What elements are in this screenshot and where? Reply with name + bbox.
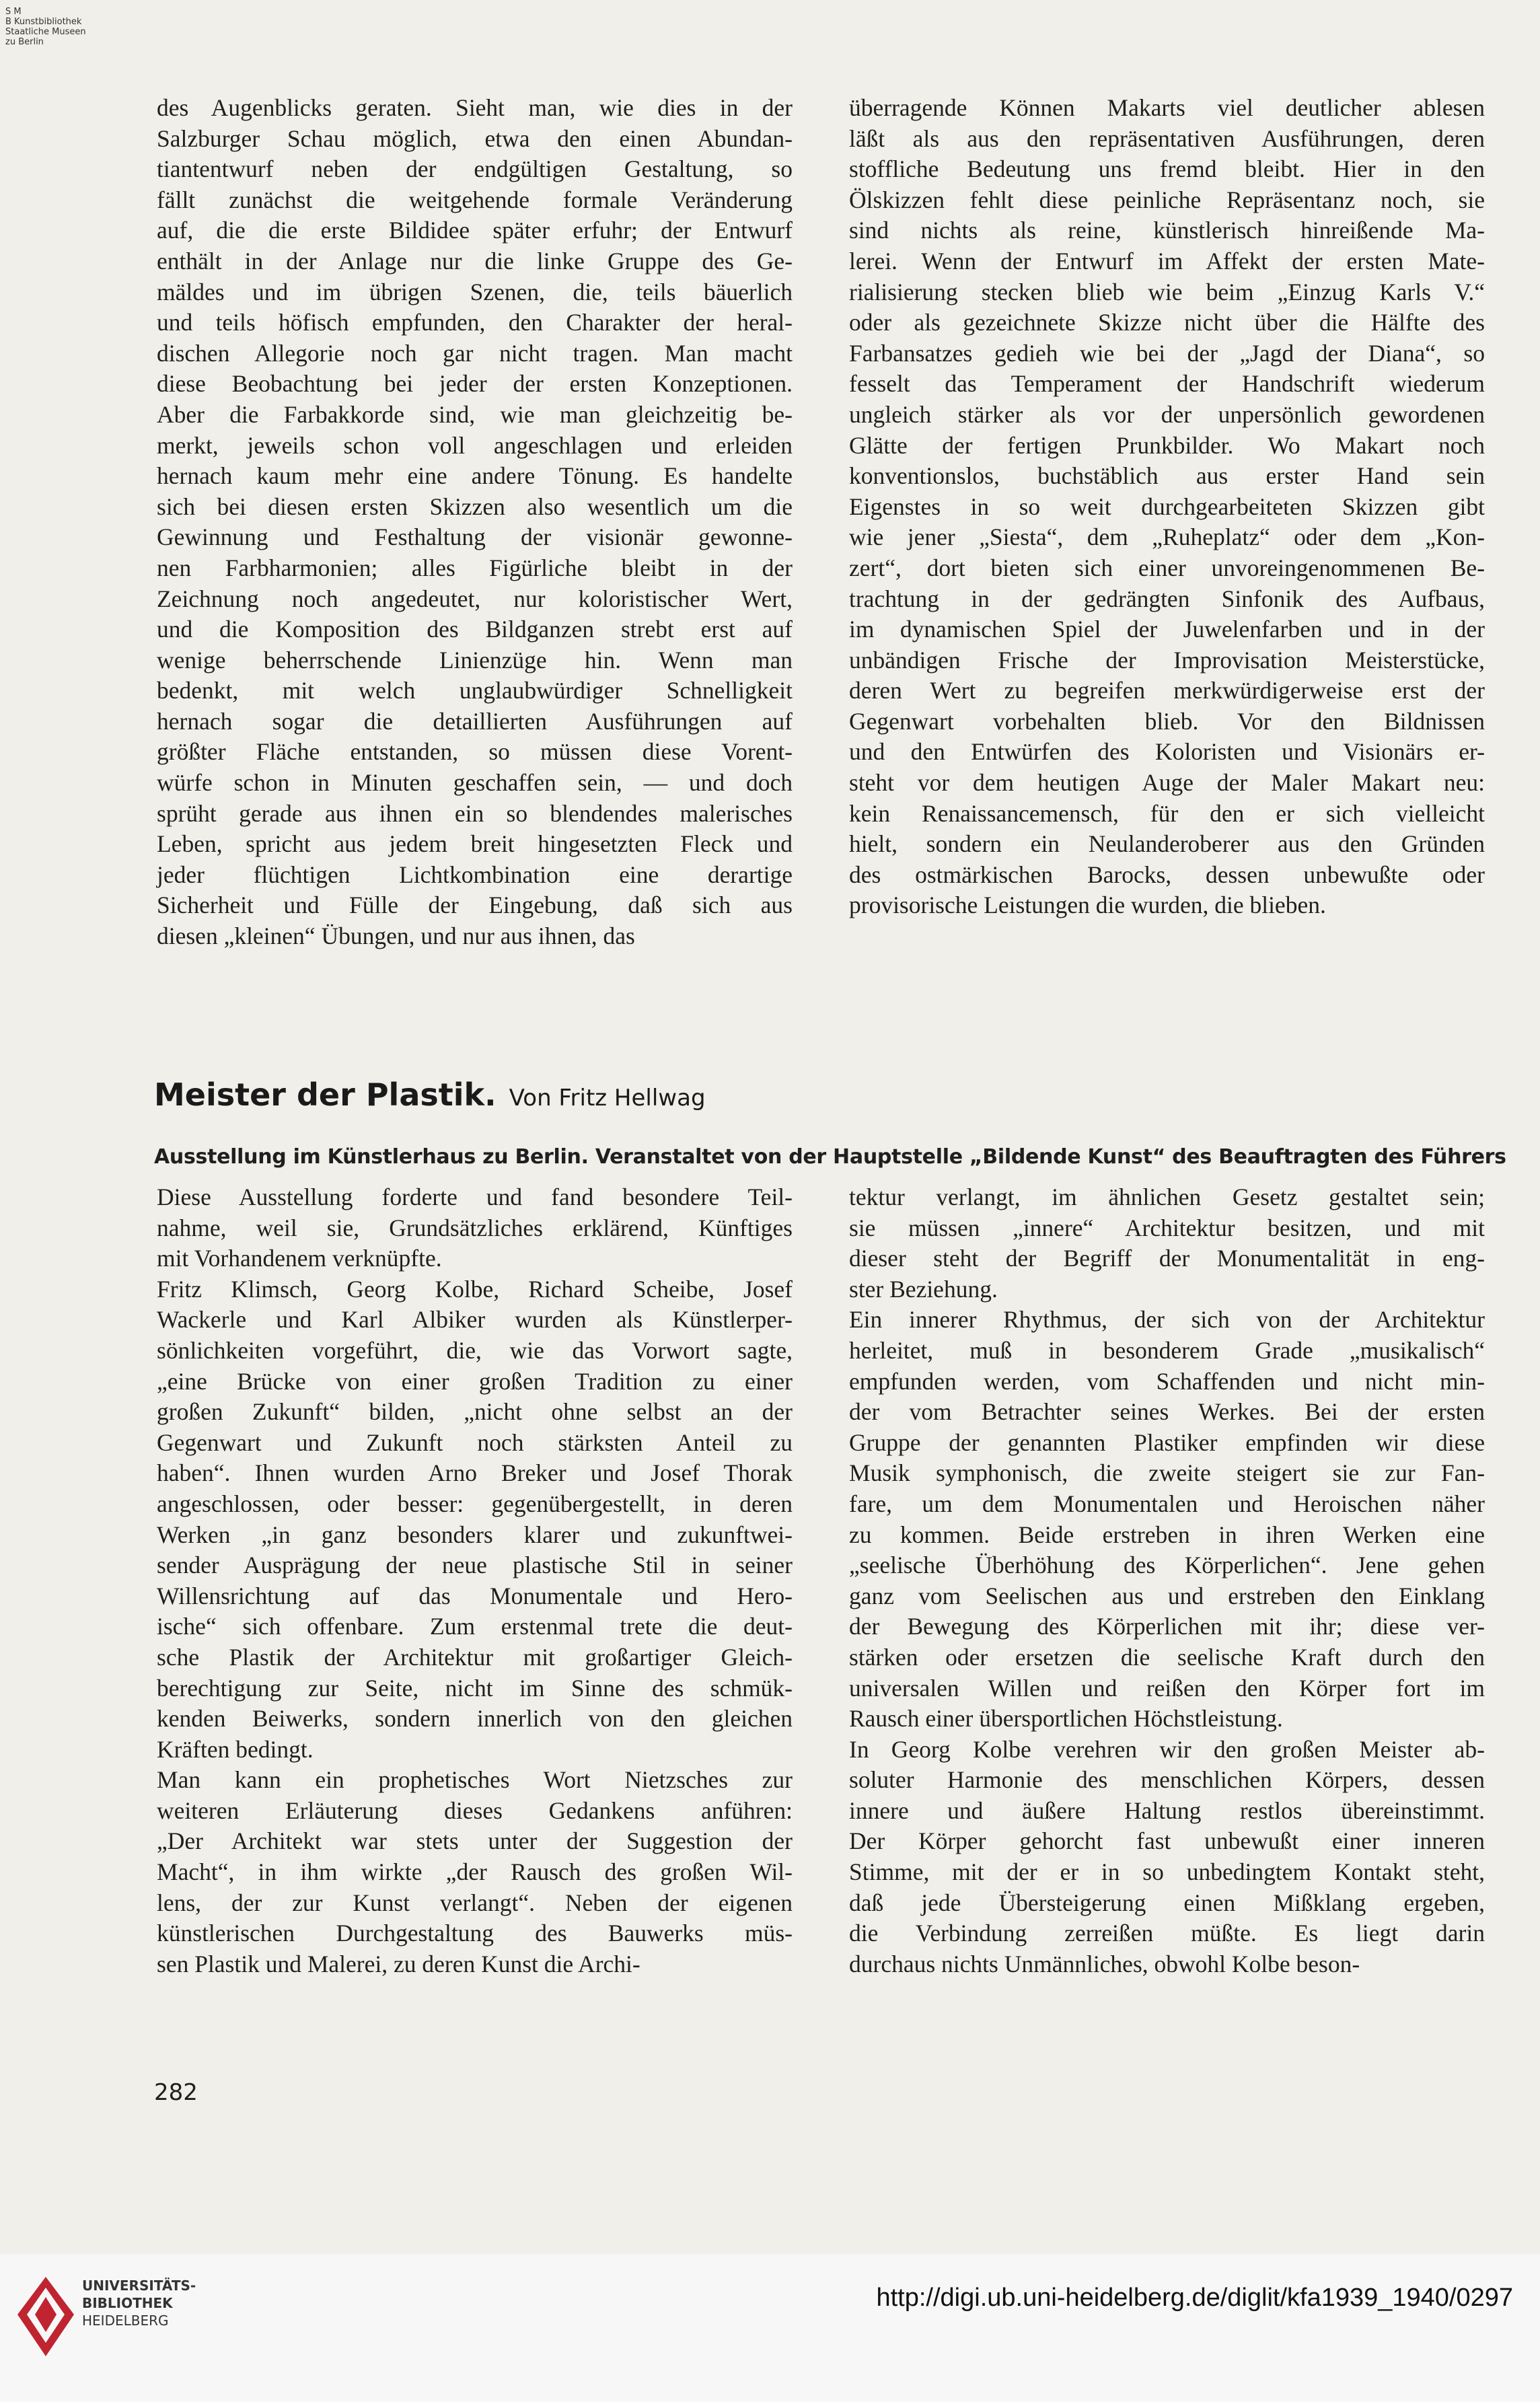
text-line: Ein innerer Rhythmus, der sich von der Architektur xyxy=(849,1306,1485,1334)
text-line: ische“ sich offenbare. Zum erstenmal trete die deut- xyxy=(157,1613,793,1640)
text-line: weiteren Erläuterung dieses Gedankens anführen: xyxy=(157,1796,793,1824)
prev-article-column-left xyxy=(157,93,793,952)
text-line: soluter Harmonie des menschlichen Körpers, dessen xyxy=(849,1766,1485,1794)
text-line: läßt als aus den repräsentativen Ausführungen, deren xyxy=(849,124,1485,152)
stamp-line: S M xyxy=(5,7,22,17)
paragraph xyxy=(849,93,1485,921)
library-name-line: HEIDELBERG xyxy=(82,2313,169,2329)
text-line: künstlerischen Durchgestaltung des Bauwerks müs- xyxy=(157,1920,793,1947)
text-line: ganz vom Seelischen aus und erstreben den Einklang xyxy=(849,1582,1485,1609)
text-line: Leben, spricht aus jedem breit hingesetzten Fleck und xyxy=(157,830,793,858)
text-line: bedenkt, mit welch unglaubwürdiger Schnelligkeit xyxy=(157,677,793,704)
text-line: Werken „in ganz besonders klarer und zukunftwei- xyxy=(157,1521,793,1548)
text-line: universalen Willen und reißen den Körper fort im xyxy=(849,1674,1485,1702)
library-name xyxy=(82,2277,196,2329)
text-line: deren Wert zu begreifen merkwürdigerweise erst der xyxy=(849,677,1485,704)
text-line: die Verbindung zerreißen müßte. Es liegt darin xyxy=(849,1920,1485,1947)
page-number: 282 xyxy=(154,2079,198,2106)
prev-article-column-right xyxy=(849,93,1485,921)
text-line: zert“, dort bieten sich einer unvoreingenommenen Be- xyxy=(849,554,1485,581)
text-line: mit Vorhandenem verknüpfte. xyxy=(157,1245,442,1272)
text-line: Aber die Farbakkorde sind, wie man gleichzeitig be- xyxy=(157,400,793,428)
text-line: stärken oder ersetzen die seelische Kraft durch den xyxy=(849,1643,1485,1671)
university-seal-icon xyxy=(12,2273,79,2360)
text-line: „eine Brücke von einer großen Tradition zu einer xyxy=(157,1367,793,1395)
text-line: Eigenstes in so weit durchgearbeiteten Skizzen gibt xyxy=(849,493,1485,520)
text-line: größter Fläche entstanden, so müssen diese Vorent- xyxy=(157,738,793,766)
text-line: der Bewegung des Körperlichen mit ihr; diese ver- xyxy=(849,1613,1485,1640)
text-line: kein Renaissancemensch, für den er sich vielleicht xyxy=(849,799,1485,827)
text-line: nahme, weil sie, Grundsätzliches erklärend, Künftiges xyxy=(157,1214,793,1241)
text-line: Man kann ein prophetisches Wort Nietzsches zur xyxy=(157,1766,793,1794)
text-line: wenige beherrschende Linienzüge hin. Wenn man xyxy=(157,646,793,674)
text-line: Rausch einer übersportlichen Höchstleistung. xyxy=(849,1705,1283,1733)
stamp-line: Staatliche Museen xyxy=(5,27,86,37)
text-line: Wackerle und Karl Albiker wurden als Künstlerper- xyxy=(157,1306,793,1334)
text-line: sönlichkeiten vorgeführt, die, wie das Vorwort sagte, xyxy=(157,1336,793,1364)
text-line: tiantentwurf neben der endgültigen Gestaltung, so xyxy=(157,155,793,183)
article-column-right xyxy=(849,1182,1485,1979)
paragraph xyxy=(849,1735,1485,1980)
text-line: Willensrichtung auf das Monumentale und Hero- xyxy=(157,1582,793,1609)
text-line: hielt, sondern ein Neulanderoberer aus den Gründen xyxy=(849,830,1485,858)
text-line: konventionslos, buchstäblich aus erster Hand sein xyxy=(849,462,1485,490)
text-line: hernach sogar die detaillierten Ausführungen auf xyxy=(157,707,793,735)
text-line: diesen „kleinen“ Übungen, und nur aus ihnen, das xyxy=(157,922,635,950)
text-line: fare, um dem Monumentalen und Heroischen näher xyxy=(849,1490,1485,1517)
text-line: jeder flüchtigen Lichtkombination eine derartige xyxy=(157,861,793,888)
text-line: haben“. Ihnen wurden Arno Breker und Josef Thorak xyxy=(157,1459,793,1487)
text-line: Musik symphonisch, die zweite steigert sie zur Fan- xyxy=(849,1459,1485,1487)
text-line: sender Ausprägung der neue plastische Stil in seiner xyxy=(157,1552,793,1579)
text-line: Glätte der fertigen Prunkbilder. Wo Makart noch xyxy=(849,431,1485,459)
text-line: unbändigen Frische der Improvisation Meisterstücke, xyxy=(849,646,1485,674)
text-line: sprüht gerade aus ihnen ein so blendendes malerisches xyxy=(157,799,793,827)
text-line: lerei. Wenn der Entwurf im Affekt der ersten Mate- xyxy=(849,247,1485,275)
text-line: „seelische Überhöhung des Körperlichen“. Jene gehen xyxy=(849,1552,1485,1579)
text-line: nen Farbharmonien; alles Figürliche bleibt in der xyxy=(157,554,793,581)
text-line: ungleich stärker als vor der unpersönlich gewordenen xyxy=(849,400,1485,428)
text-line: lens, der zur Kunst verlangt“. Neben der eigenen xyxy=(157,1889,793,1916)
stamp-line: B Kunstbibliothek xyxy=(5,17,82,27)
text-line: und die Komposition des Bildganzen strebt erst auf xyxy=(157,616,793,643)
article-column-left xyxy=(157,1182,793,1979)
library-name-line: BIBLIOTHEK xyxy=(82,2295,173,2311)
text-line: tektur verlangt, im ähnlichen Gesetz gestaltet sein; xyxy=(849,1184,1485,1210)
paragraph xyxy=(157,1182,793,1274)
text-line: Stimme, mit der er in so unbedingtem Kontakt steht, xyxy=(849,1858,1485,1886)
text-line: Zeichnung noch angedeutet, nur koloristischer Wert, xyxy=(157,585,793,612)
paragraph xyxy=(157,1765,793,1979)
text-line: Farbansatzes gedieh wie bei der „Jagd der Diana“, so xyxy=(849,339,1485,367)
article-title: Meister der Plastik. xyxy=(154,1077,497,1113)
text-line: Ölskizzen fehlt diese peinliche Repräsentanz noch, sie xyxy=(849,186,1485,213)
text-line: Kräften bedingt. xyxy=(157,1735,314,1763)
article-subtitle: Ausstellung im Künstlerhaus zu Berlin. Veranstaltet von der Hauptstelle „Bildende Kunst“ des Beauftragten des Führers xyxy=(154,1145,1506,1169)
text-line: innere und äußere Haltung restlos übereinstimmt. xyxy=(849,1796,1485,1824)
text-line: steht vor dem heutigen Auge der Maler Makart neu: xyxy=(849,769,1485,797)
text-line: Der Körper gehorcht fast unbewußt einer inneren xyxy=(849,1827,1485,1855)
text-line: der vom Betrachter seines Werkes. Bei der ersten xyxy=(849,1398,1485,1426)
text-line: des Augenblicks geraten. Sieht man, wie dies in der xyxy=(157,94,793,121)
text-line: Sicherheit und Fülle der Eingebung, daß sich aus xyxy=(157,891,793,919)
text-line: hernach kaum mehr eine andere Tönung. Es handelte xyxy=(157,462,793,490)
text-line: und teils höfisch empfunden, den Charakter der heral- xyxy=(157,309,793,336)
text-line: Gegenwart und Zukunft noch stärksten Anteil zu xyxy=(157,1428,793,1456)
paragraph xyxy=(849,1182,1485,1305)
text-line: sie müssen „innere“ Architektur besitzen, und mit xyxy=(849,1214,1485,1241)
text-line: dieser steht der Begriff der Monumentalität in eng- xyxy=(849,1245,1485,1272)
text-line: fällt zunächst die weitgehende formale Veränderung xyxy=(157,186,793,213)
article-author: Von Fritz Hellwag xyxy=(509,1085,706,1112)
paragraph xyxy=(157,1274,793,1766)
text-line: provisorische Leistungen die wurden, die blieben. xyxy=(849,891,1326,919)
text-line: und den Entwürfen des Koloristen und Visionärs er- xyxy=(849,738,1485,766)
text-line: merkt, jeweils schon voll angeschlagen und erleiden xyxy=(157,431,793,459)
text-line: würfe schon in Minuten geschaffen sein, — und doch xyxy=(157,769,793,797)
text-line: zu kommen. Beide erstreben in ihren Werken eine xyxy=(849,1521,1485,1548)
text-line: im dynamischen Spiel der Juwelenfarben und in der xyxy=(849,616,1485,643)
text-line: dischen Allegorie noch gar nicht tragen. Man macht xyxy=(157,339,793,367)
article-heading xyxy=(154,1077,1486,1113)
text-line: mäldes und im übrigen Szenen, die, teils bäuerlich xyxy=(157,278,793,305)
text-line: Gewinnung und Festhaltung der visionär gewonne- xyxy=(157,523,793,551)
library-name-line: UNIVERSITÄTS- xyxy=(82,2278,196,2294)
text-line: „Der Architekt war stets unter der Suggestion der xyxy=(157,1827,793,1855)
permalink-url[interactable]: http://digi.ub.uni-heidelberg.de/diglit/kfa1939_1940/0297 xyxy=(876,2284,1513,2312)
text-line: sich bei diesen ersten Skizzen also wesentlich um die xyxy=(157,493,793,520)
text-line: diese Beobachtung bei jeder der ersten Konzeptionen. xyxy=(157,370,793,398)
text-line: Fritz Klimsch, Georg Kolbe, Richard Scheibe, Josef xyxy=(157,1275,793,1303)
text-line: In Georg Kolbe verehren wir den großen Meister ab- xyxy=(849,1735,1485,1763)
text-line: daß jede Übersteigerung einen Mißklang ergeben, xyxy=(849,1889,1485,1916)
text-line: sind nichts als reine, künstlerisch hinreißende Ma- xyxy=(849,217,1485,244)
text-line: herleitet, muß in besonderem Grade „musikalisch“ xyxy=(849,1336,1485,1364)
paragraph xyxy=(849,1305,1485,1734)
text-line: Salzburger Schau möglich, etwa den einen Abundan- xyxy=(157,124,793,152)
text-line: empfunden werden, vom Schaffenden und nicht min- xyxy=(849,1367,1485,1395)
text-line: des ostmärkischen Barocks, dessen unbewußte oder xyxy=(849,861,1485,888)
paragraph xyxy=(157,93,793,952)
text-line: kenden Beiwerks, sondern innerlich von den gleichen xyxy=(157,1705,793,1733)
stamp-line: zu Berlin xyxy=(5,37,44,47)
text-line: sen Plastik und Malerei, zu deren Kunst die Archi- xyxy=(157,1950,640,1977)
text-line: großen Zukunft“ bilden, „nicht ohne selbst an der xyxy=(157,1398,793,1426)
text-line: durchaus nichts Unmännliches, obwohl Kolbe beson- xyxy=(849,1950,1360,1977)
text-line: Macht“, in ihm wirkte „der Rausch des großen Wil- xyxy=(157,1858,793,1886)
text-line: angeschlossen, oder besser: gegenübergestellt, in deren xyxy=(157,1490,793,1517)
text-line: ster Beziehung. xyxy=(849,1275,998,1303)
text-line: überragende Können Makarts viel deutlicher ablesen xyxy=(849,94,1485,121)
text-line: Diese Ausstellung forderte und fand besondere Teil- xyxy=(157,1184,793,1210)
text-line: Gegenwart vorbehalten blieb. Vor den Bildnissen xyxy=(849,707,1485,735)
text-line: berechtigung zur Seite, nicht im Sinne des schmük- xyxy=(157,1674,793,1702)
text-line: enthält in der Anlage nur die linke Gruppe des Ge- xyxy=(157,247,793,275)
text-line: auf, die die erste Bildidee später erfuhr; der Entwurf xyxy=(157,217,793,244)
text-line: oder als gezeichnete Skizze nicht über die Hälfte des xyxy=(849,309,1485,336)
footer-bar xyxy=(0,2254,1540,2402)
text-line: Gruppe der genannten Plastiker empfinden wir diese xyxy=(849,1428,1485,1456)
text-line: trachtung in der gedrängten Sinfonik des Aufbaus, xyxy=(849,585,1485,612)
text-line: rialisierung stecken blieb wie beim „Einzug Karls V.“ xyxy=(849,278,1485,305)
text-line: stoffliche Bedeutung uns fremd bleibt. Hier in den xyxy=(849,155,1485,183)
text-line: fesselt das Temperament der Handschrift wiederum xyxy=(849,370,1485,398)
library-stamp xyxy=(5,7,86,47)
text-line: sche Plastik der Architektur mit großartiger Gleich- xyxy=(157,1643,793,1671)
text-line: wie jener „Siesta“, dem „Ruheplatz“ oder dem „Kon- xyxy=(849,523,1485,551)
